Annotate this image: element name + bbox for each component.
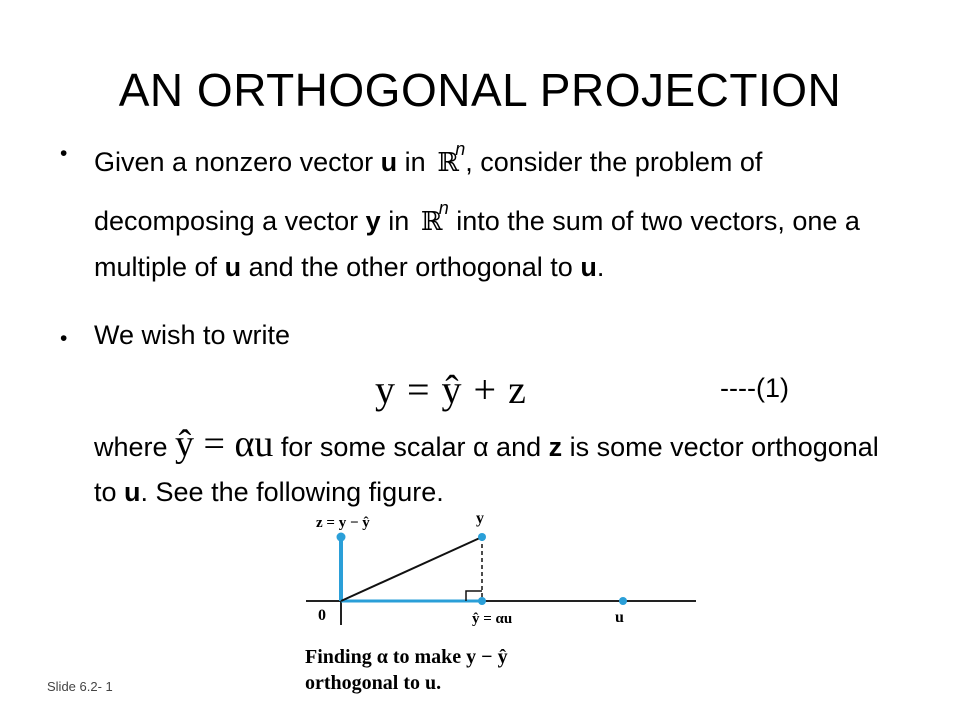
- vector-yhat-endpoint: [478, 597, 486, 605]
- slide-title: AN ORTHOGONAL PROJECTION: [118, 64, 842, 116]
- label-z: z = y − ŷ: [316, 515, 370, 531]
- caption-line-2: orthogonal to u.: [305, 672, 442, 694]
- bullet-marker: •: [60, 142, 68, 165]
- bullet-marker-2: •: [60, 327, 68, 350]
- slide-number: Slide 6.2- 1: [47, 679, 113, 694]
- label-yhat: ŷ = αu: [472, 611, 513, 627]
- vector-u: u: [380, 147, 398, 177]
- label-y: y: [476, 510, 484, 527]
- equation-main: y = ŷ + z: [375, 367, 527, 412]
- paragraph-decomposition: Given a nonzero vector u in ℝ$^n$, consider the problem of decomposing a vector y in ℝ$^n$ into the sum of two vectors, one a multiple of u and the other orthogonal to u.: [94, 139, 860, 282]
- equation-label: ----(1): [720, 373, 789, 403]
- real-space-symbol-2: ℝ: [420, 207, 443, 237]
- vector-u-endpoint: [619, 597, 627, 605]
- vector-y-endpoint: [478, 533, 486, 541]
- vector-z-endpoint: [337, 533, 346, 542]
- paragraph-where: where ŷ = αu for some scalar α and z is some vector orthogonal to u. See the following figure.: [94, 423, 879, 507]
- real-space-symbol: ℝ: [437, 148, 459, 178]
- dimension-n: n: [455, 139, 466, 159]
- figure-caption: [305, 644, 605, 696]
- label-zero: 0: [318, 607, 326, 624]
- label-u: u: [615, 609, 624, 626]
- vector-y-line: [341, 537, 482, 601]
- math-yhat-alpha-u: ŷ = αu: [175, 423, 274, 465]
- paragraph-wish: We wish to write: [94, 320, 291, 350]
- caption-line-1: Finding α to make y − ŷ: [305, 646, 508, 668]
